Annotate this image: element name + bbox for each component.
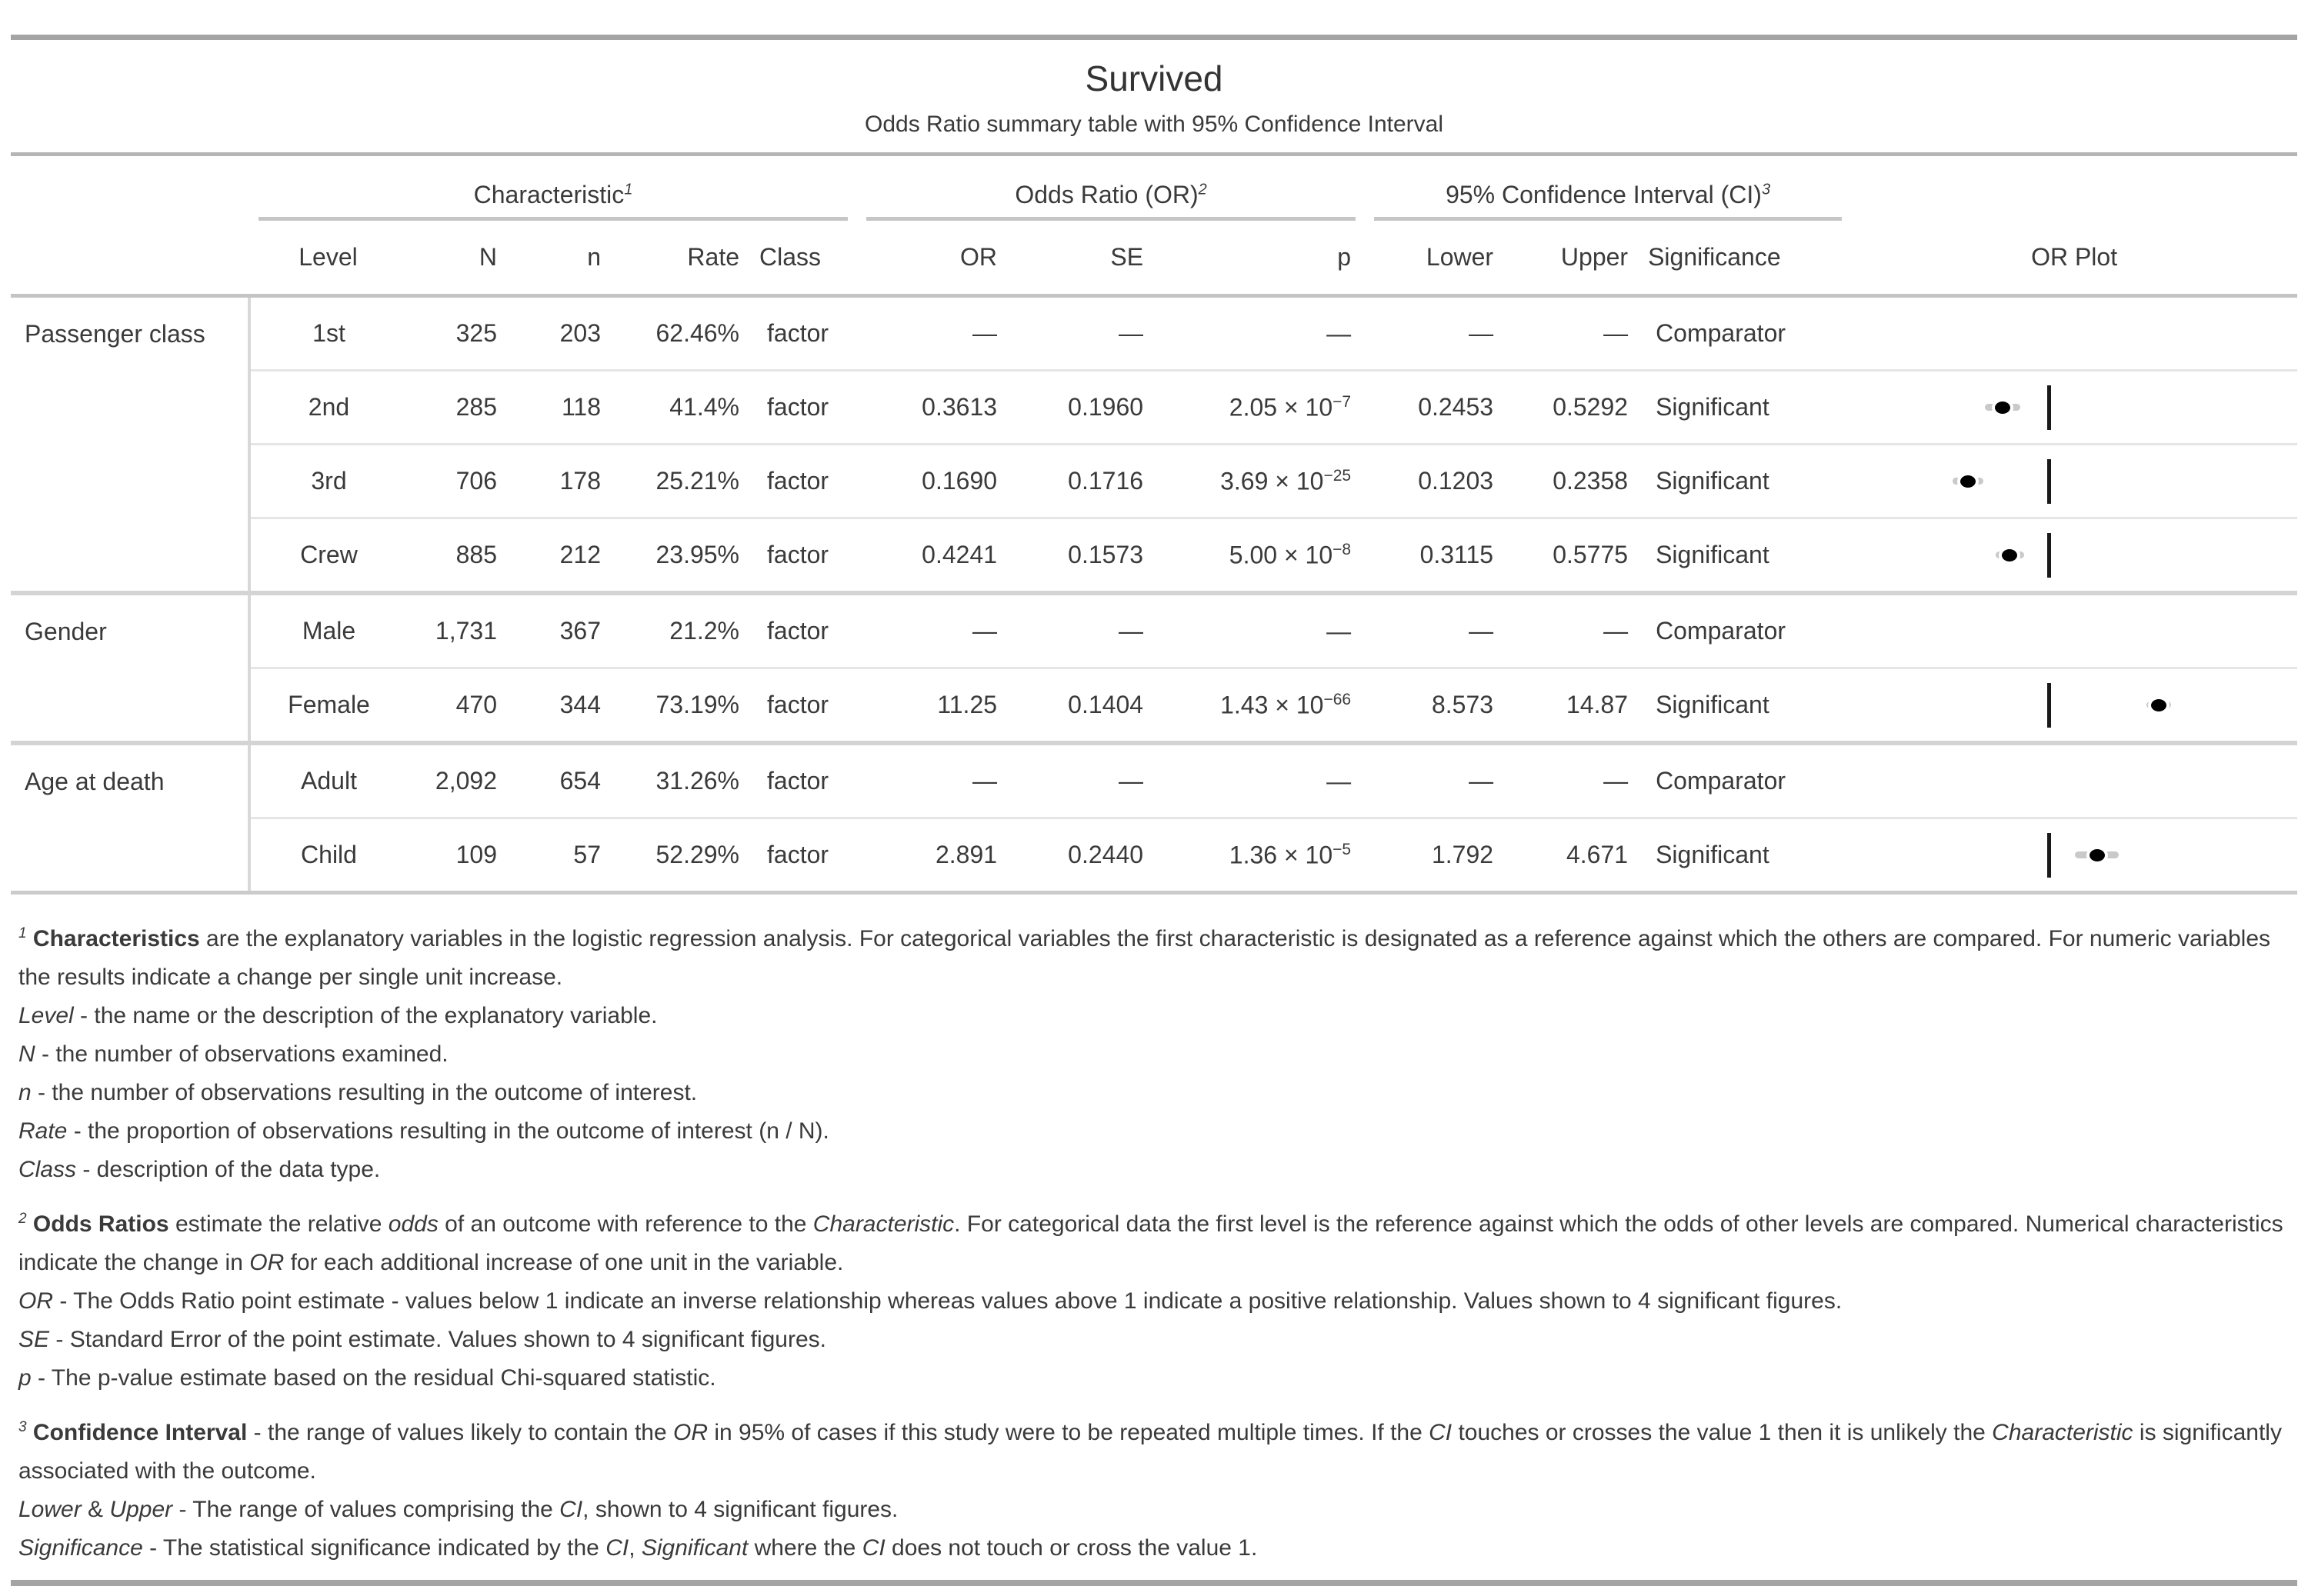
or-cell: 0.1690	[857, 445, 1011, 518]
lower-ci-cell: 0.1203	[1365, 445, 1507, 518]
se-cell: 0.1716	[1011, 445, 1157, 518]
characteristic-cell	[11, 445, 249, 518]
text-run: Significant	[641, 1535, 749, 1561]
lower-ci-cell: —	[1469, 319, 1494, 347]
characteristic-cell: Passenger class	[11, 296, 249, 371]
col-header-se: SE	[1011, 221, 1157, 296]
class-cell: factor	[753, 668, 857, 744]
text-run: . For categorical data the first level is the reference against which the odds of other levels are compared. Numerical characteristics indicate the change in	[18, 1211, 2283, 1275]
upper-ci-cell: 0.5292	[1507, 371, 1642, 445]
se-cell: 0.1960	[1011, 371, 1157, 445]
class-cell: factor	[753, 371, 857, 445]
footnote-mark-2: 2	[1198, 181, 1207, 198]
n-total-cell: 1,731	[407, 593, 511, 668]
level-cell: Child	[249, 818, 407, 893]
text-run: ,	[629, 1535, 642, 1561]
rate-cell: 31.26%	[615, 743, 753, 818]
spanner-header-row	[11, 155, 2297, 222]
level-cell: 1st	[312, 319, 345, 347]
col-header-rate: Rate	[615, 221, 753, 296]
or-cell: 11.25	[857, 668, 1011, 744]
upper-ci-cell: —	[1507, 743, 1642, 818]
text-run: - the number of observations resulting in the outcome of interest.	[31, 1080, 698, 1105]
or-plot	[1865, 745, 2283, 817]
or-reference-line	[2047, 683, 2051, 728]
footnote-paragraph	[18, 1151, 2290, 1189]
or-plot	[1865, 298, 2283, 369]
or-plot	[1865, 519, 2283, 591]
text-run: Class	[18, 1157, 77, 1182]
significance-cell: Comparator	[1642, 593, 1851, 668]
class-cell: factor	[767, 319, 829, 347]
table-row	[11, 668, 2297, 744]
text-run: CI	[559, 1497, 583, 1522]
or-plot-cell	[1851, 445, 2297, 518]
text-run: OR	[672, 1420, 708, 1445]
footnote-paragraph	[18, 915, 2290, 997]
p-cell	[1157, 743, 1365, 818]
se-cell: —	[1011, 743, 1157, 818]
p-mantissa: 1.36 × 10	[1229, 841, 1333, 869]
footnote-mark-3: 3	[1761, 181, 1771, 198]
or-plot-cell	[1851, 518, 2297, 594]
or-point-estimate	[1957, 472, 1979, 491]
level-cell: Female	[249, 668, 407, 744]
lower-ci-cell: 8.573	[1365, 668, 1507, 744]
or-plot-cell	[1851, 296, 2297, 371]
characteristic-cell: Age at death	[11, 743, 249, 818]
spanner-plot-spacer	[1851, 155, 2297, 222]
spanner-confidence-interval-label: 95% Confidence Interval (CI)	[1446, 181, 1762, 208]
p-cell	[1157, 445, 1365, 518]
p-mantissa: —	[1326, 617, 1352, 645]
p-mantissa: —	[1326, 767, 1352, 795]
p-exponent: −66	[1323, 690, 1352, 708]
n-total-cell: 2,092	[407, 743, 511, 818]
class-cell: factor	[753, 445, 857, 518]
significance-cell: Significant	[1642, 445, 1851, 518]
p-cell	[1157, 296, 1365, 371]
or-plot-cell	[1851, 593, 2297, 668]
significance-cell: Comparator	[1656, 319, 1786, 347]
class-cell: factor	[753, 593, 857, 668]
col-header-class: Class	[753, 221, 857, 296]
text-run: SE	[18, 1327, 50, 1352]
or-cell: —	[972, 319, 998, 347]
footnote-characteristics	[18, 915, 2290, 1189]
se-cell: 0.1573	[1011, 518, 1157, 594]
n-total-cell: 470	[407, 668, 511, 744]
class-cell: factor	[753, 518, 857, 594]
p-cell	[1157, 818, 1365, 893]
rate-cell: 25.21%	[615, 445, 753, 518]
significance-cell: Comparator	[1642, 743, 1851, 818]
text-run: n	[18, 1080, 32, 1105]
text-run: 3	[18, 1419, 27, 1435]
se-cell: —	[1011, 593, 1157, 668]
col-header-lower: Lower	[1365, 221, 1507, 296]
footnote-paragraph	[18, 1321, 2290, 1359]
table-row	[11, 818, 2297, 893]
text-run: does not touch or cross the value 1.	[885, 1535, 1258, 1561]
n-outcome-cell: 203	[559, 319, 601, 347]
footnote-paragraph	[18, 1112, 2290, 1151]
text-run: OR	[18, 1288, 53, 1314]
spanner-odds-ratio-label: Odds Ratio (OR)	[1015, 181, 1199, 208]
or-plot	[1865, 595, 2283, 667]
text-run: - The p-value estimate based on the residual Chi-squared statistic.	[31, 1365, 716, 1391]
p-cell	[1157, 668, 1365, 744]
spanner-confidence-interval	[1365, 155, 1851, 222]
lower-ci-cell: —	[1365, 743, 1507, 818]
text-run: of an outcome with reference to the	[438, 1211, 813, 1237]
page-subtitle: Odds Ratio summary table with 95% Confidence Interval	[864, 112, 1444, 137]
text-run: - The Odds Ratio point estimate - values below 1 indicate an inverse relationship whereas values above 1 indicate a positive relationship. Values shown to 4 significant figures.	[53, 1288, 1843, 1314]
class-cell: factor	[753, 743, 857, 818]
se-cell: 0.1404	[1011, 668, 1157, 744]
p-exponent: −25	[1323, 466, 1352, 485]
se-cell: —	[1119, 319, 1144, 347]
text-run: Significance	[18, 1535, 143, 1561]
spanner-spacer	[11, 155, 249, 222]
n-outcome-cell: 118	[511, 371, 615, 445]
text-run: touches or crosses the value 1 then it is unlikely the	[1452, 1420, 1993, 1445]
text-run: CI	[605, 1535, 629, 1561]
text-run: , shown to 4 significant figures.	[582, 1497, 899, 1522]
rate-cell: 41.4%	[615, 371, 753, 445]
n-outcome-cell: 654	[511, 743, 615, 818]
rate-cell: 21.2%	[615, 593, 753, 668]
table-row	[11, 518, 2297, 594]
p-exponent: −7	[1332, 392, 1352, 411]
p-mantissa: 2.05 × 10	[1229, 393, 1333, 421]
or-cell: 0.4241	[857, 518, 1011, 594]
text-run: odds	[388, 1211, 439, 1237]
or-cell: —	[857, 593, 1011, 668]
or-plot	[1865, 819, 2283, 891]
text-run: - the name or the description of the explanatory variable.	[73, 1003, 658, 1028]
p-cell	[1157, 518, 1365, 594]
characteristic-cell	[11, 818, 249, 893]
or-point-estimate	[1999, 546, 2020, 565]
col-header-level: Level	[249, 221, 407, 296]
text-run: - The range of values comprising the	[172, 1497, 560, 1522]
lower-ci-cell: 0.3115	[1365, 518, 1507, 594]
footnote-paragraph	[18, 1200, 2290, 1282]
upper-ci-cell: —	[1507, 593, 1642, 668]
or-point-estimate	[1992, 398, 2013, 417]
p-mantissa: 1.43 × 10	[1220, 691, 1324, 719]
col-header-n-total: N	[407, 221, 511, 296]
rate-cell: 62.46%	[655, 319, 739, 347]
footnote-paragraph	[18, 1359, 2290, 1398]
table-row	[11, 371, 2297, 445]
or-plot-cell	[1851, 668, 2297, 744]
text-run: - The statistical significance indicated by the	[142, 1535, 606, 1561]
table-row	[11, 593, 2297, 668]
upper-ci-cell: 0.5775	[1507, 518, 1642, 594]
or-reference-line	[2047, 533, 2051, 578]
level-cell: 3rd	[249, 445, 407, 518]
text-run: Upper	[109, 1497, 173, 1522]
significance-cell: Significant	[1642, 518, 1851, 594]
significance-cell: Significant	[1642, 818, 1851, 893]
n-total-cell: 885	[407, 518, 511, 594]
footnote-paragraph	[18, 1529, 2290, 1568]
upper-ci-cell: 4.671	[1507, 818, 1642, 893]
rate-cell: 23.95%	[615, 518, 753, 594]
or-reference-line	[2047, 385, 2051, 430]
n-total-cell: 285	[407, 371, 511, 445]
upper-ci-cell: 14.87	[1507, 668, 1642, 744]
text-run: Level	[18, 1003, 74, 1028]
or-cell: 2.891	[857, 818, 1011, 893]
or-plot-cell	[1851, 371, 2297, 445]
level-cell: Crew	[249, 518, 407, 594]
col-header-or-plot: OR Plot	[1851, 221, 2297, 296]
text-run: CI	[862, 1535, 886, 1561]
text-run: Confidence Interval	[32, 1420, 248, 1445]
spanner-characteristic	[249, 155, 857, 222]
n-outcome-cell: 212	[511, 518, 615, 594]
characteristic-cell	[11, 371, 249, 445]
text-run: Lower	[18, 1497, 82, 1522]
p-exponent: −8	[1332, 540, 1352, 558]
or-plot-cell	[1851, 818, 2297, 893]
n-outcome-cell: 57	[511, 818, 615, 893]
rate-cell: 73.19%	[615, 668, 753, 744]
p-cell	[1157, 593, 1365, 668]
text-run: Odds Ratios	[32, 1211, 169, 1237]
text-run: for each additional increase of one unit in the variable.	[284, 1250, 844, 1275]
upper-ci-cell: 0.2358	[1507, 445, 1642, 518]
text-run: N	[18, 1041, 35, 1067]
bottom-rule	[11, 1580, 2297, 1586]
lower-ci-cell: 1.792	[1365, 818, 1507, 893]
page-title: Survived	[1085, 58, 1223, 98]
text-run: - the number of observations examined.	[35, 1041, 449, 1067]
p-mantissa: —	[1326, 319, 1352, 348]
footnote-confidence-interval	[18, 1408, 2290, 1568]
p-mantissa: 3.69 × 10	[1220, 467, 1324, 495]
or-plot-cell	[1851, 743, 2297, 818]
text-run: - description of the data type.	[76, 1157, 381, 1182]
footnote-odds-ratios	[18, 1200, 2290, 1398]
n-total-cell: 706	[407, 445, 511, 518]
text-run	[27, 1420, 33, 1445]
or-plot	[1865, 669, 2283, 741]
text-run: OR	[249, 1250, 285, 1275]
text-run: &	[81, 1497, 110, 1522]
text-run: Characteristic	[1992, 1420, 2133, 1445]
column-header-row	[11, 221, 2297, 296]
n-total-cell: 109	[407, 818, 511, 893]
col-header-n-outcome: n	[511, 221, 615, 296]
text-run: estimate the relative	[168, 1211, 389, 1237]
text-run: Characteristics	[32, 926, 200, 951]
lower-ci-cell: 0.2453	[1365, 371, 1507, 445]
text-run: - Standard Error of the point estimate. Values shown to 4 significant figures.	[49, 1327, 826, 1352]
or-plot	[1865, 445, 2283, 517]
footnote-paragraph	[18, 1491, 2290, 1529]
n-outcome-cell: 367	[511, 593, 615, 668]
characteristic-cell: Gender	[11, 593, 249, 668]
p-cell	[1157, 371, 1365, 445]
level-cell: Male	[249, 593, 407, 668]
text-run: 1	[18, 925, 27, 941]
n-outcome-cell: 178	[511, 445, 615, 518]
or-reference-line	[2047, 833, 2051, 878]
footnote-paragraph	[18, 997, 2290, 1035]
level-cell: 2nd	[249, 371, 407, 445]
se-cell: 0.2440	[1011, 818, 1157, 893]
p-exponent: −5	[1332, 840, 1352, 858]
text-run: Rate	[18, 1118, 68, 1144]
or-cell: —	[857, 743, 1011, 818]
footnotes	[11, 915, 2297, 1568]
table-row	[11, 445, 2297, 518]
characteristic-cell	[11, 668, 249, 744]
text-run	[27, 926, 33, 951]
col-header-upper: Upper	[1507, 221, 1642, 296]
footnote-paragraph	[18, 1074, 2290, 1112]
characteristic-cell	[11, 518, 249, 594]
text-run	[27, 1211, 33, 1237]
col-header-or: OR	[857, 221, 1011, 296]
spanner-odds-ratio	[857, 155, 1365, 222]
top-rule	[11, 35, 2297, 40]
or-reference-line	[2047, 459, 2051, 504]
text-run: - the proportion of observations resulting in the outcome of interest (n / N).	[67, 1118, 829, 1144]
footnote-paragraph	[18, 1408, 2290, 1491]
n-total-cell: 325	[455, 319, 497, 347]
footnote-paragraph	[18, 1282, 2290, 1321]
col-header-significance: Significance	[1642, 221, 1851, 296]
text-run: - the range of values likely to contain the	[247, 1420, 673, 1445]
or-point-estimate	[2086, 846, 2108, 865]
text-run: where the	[748, 1535, 862, 1561]
footnote-paragraph	[18, 1035, 2290, 1074]
text-run: Characteristic	[812, 1211, 955, 1237]
rate-cell: 52.29%	[615, 818, 753, 893]
lower-ci-cell: —	[1365, 593, 1507, 668]
significance-cell: Significant	[1642, 668, 1851, 744]
significance-cell: Significant	[1642, 371, 1851, 445]
col-header-blank	[11, 221, 249, 296]
text-run: in 95% of cases if this study were to be repeated multiple times. If the	[707, 1420, 1429, 1445]
n-outcome-cell: 344	[511, 668, 615, 744]
p-mantissa: 5.00 × 10	[1229, 541, 1333, 569]
table-row	[11, 296, 2297, 371]
footnote-mark-1: 1	[624, 181, 633, 198]
table-row	[11, 743, 2297, 818]
or-plot	[1865, 372, 2283, 443]
class-cell: factor	[753, 818, 857, 893]
col-header-p: p	[1157, 221, 1365, 296]
text-run: are the explanatory variables in the logistic regression analysis. For categorical variables the first characteristic is designated as a reference against which the others are compared. For numeric variables the results indicate a change per single unit increase.	[18, 926, 2271, 990]
level-cell: Adult	[249, 743, 407, 818]
or-point-estimate	[2148, 696, 2170, 715]
text-run: is significantly associated with the outcome.	[18, 1420, 2282, 1484]
text-run: CI	[1429, 1420, 1453, 1445]
spanner-characteristic-label: Characteristic	[473, 181, 625, 208]
text-run: p	[18, 1365, 32, 1391]
odds-ratio-table	[11, 152, 2297, 895]
or-cell: 0.3613	[857, 371, 1011, 445]
upper-ci-cell: —	[1603, 319, 1629, 347]
text-run: 2	[18, 1211, 27, 1227]
